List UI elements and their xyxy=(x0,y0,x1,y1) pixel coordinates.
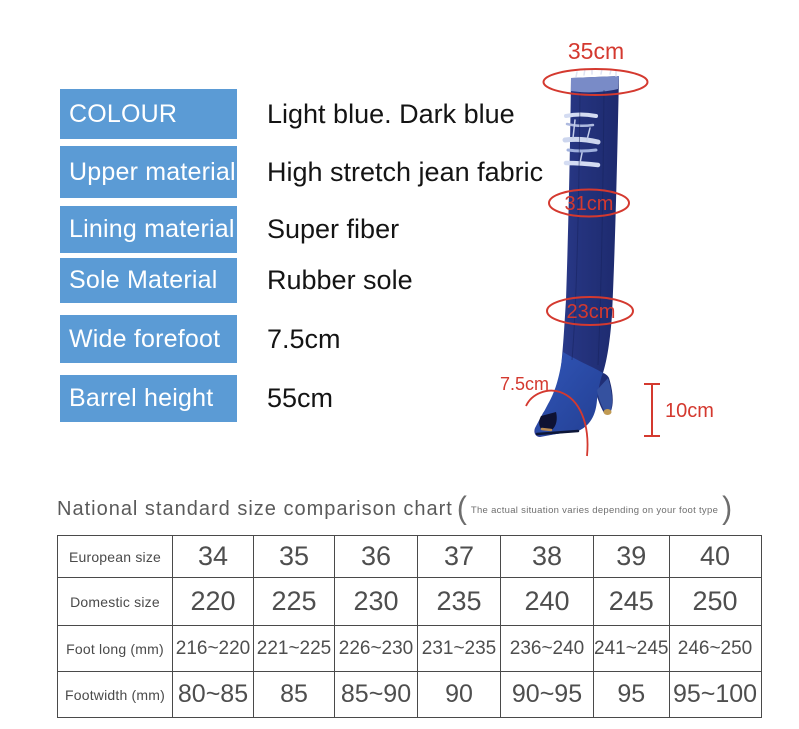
size-cell: 221~225 xyxy=(254,626,335,672)
size-cell: 220 xyxy=(173,578,254,626)
spec-label-lining-material: Lining material xyxy=(60,206,237,253)
size-cell: 231~235 xyxy=(418,626,501,672)
row-label-foot-long: Foot long (mm) xyxy=(58,626,173,672)
size-cell: 34 xyxy=(173,536,254,578)
size-cell: 38 xyxy=(501,536,594,578)
size-cell: 225 xyxy=(254,578,335,626)
row-label-domestic-size: Domestic size xyxy=(58,578,173,626)
row-label-european-size: European size xyxy=(58,536,173,578)
size-chart-heading xyxy=(57,492,736,526)
heel-tip xyxy=(604,409,612,415)
size-cell: 85~90 xyxy=(335,672,418,718)
table-row-foot-width xyxy=(58,672,762,718)
size-cell: 90~95 xyxy=(501,672,594,718)
size-cell: 240 xyxy=(501,578,594,626)
spec-value-sole-material: Rubber sole xyxy=(267,265,413,295)
size-cell: 246~250 xyxy=(669,626,761,672)
mid-circumference-label: 31cm xyxy=(564,193,614,215)
size-cell: 36 xyxy=(335,536,418,578)
size-cell: 40 xyxy=(669,536,761,578)
table-row-foot-long xyxy=(58,626,762,672)
size-cell: 245 xyxy=(594,578,670,626)
spec-value-upper-material: High stretch jean fabric xyxy=(267,156,544,187)
size-cell: 230 xyxy=(335,578,418,626)
size-cell: 35 xyxy=(254,536,335,578)
size-chart-table xyxy=(57,535,762,718)
table-row-european-size xyxy=(58,536,762,578)
ankle-circumference-label: 23cm xyxy=(566,301,616,323)
size-cell: 241~245 xyxy=(594,626,670,672)
row-label-foot-width: Footwidth (mm) xyxy=(58,672,173,718)
size-cell: 90 xyxy=(418,672,501,718)
size-cell: 236~240 xyxy=(501,626,594,672)
spec-label-colour: COLOUR xyxy=(60,89,237,139)
size-cell: 95 xyxy=(594,672,670,718)
size-cell: 39 xyxy=(594,536,670,578)
size-cell: 80~85 xyxy=(173,672,254,718)
size-cell: 226~230 xyxy=(335,626,418,672)
top-circumference-label: 35cm xyxy=(567,38,625,64)
boot-product-image xyxy=(470,28,790,483)
spec-value-wide-forefoot: 7.5cm xyxy=(267,323,341,354)
spec-label-wide-forefoot: Wide forefoot xyxy=(60,315,237,363)
spec-label-barrel-height: Barrel height xyxy=(60,375,237,422)
forefoot-width-label: 7.5cm xyxy=(500,374,550,394)
paren-open-glyph: ( xyxy=(456,491,467,526)
spec-value-colour: Light blue. Dark blue xyxy=(267,98,515,129)
heel-height-gauge xyxy=(644,384,660,436)
spec-value-barrel-height: 55cm xyxy=(267,383,334,413)
spec-value-lining-material: Super fiber xyxy=(267,214,400,244)
size-cell: 250 xyxy=(669,578,761,626)
size-cell: 95~100 xyxy=(669,672,761,718)
size-chart-title: National standard size comparison chart xyxy=(57,497,453,520)
size-cell: 216~220 xyxy=(173,626,254,672)
paren-close-glyph: ) xyxy=(722,491,733,526)
spec-label-upper-material: Upper material xyxy=(60,146,237,198)
size-cell: 85 xyxy=(254,672,335,718)
heel-height-label: 10cm xyxy=(665,400,714,422)
spec-label-sole-material: Sole Material xyxy=(60,258,237,303)
size-cell: 37 xyxy=(418,536,501,578)
size-chart-note: The actual situation varies depending on your foot type xyxy=(470,504,719,516)
size-cell: 235 xyxy=(418,578,501,626)
table-row-domestic-size xyxy=(58,578,762,626)
